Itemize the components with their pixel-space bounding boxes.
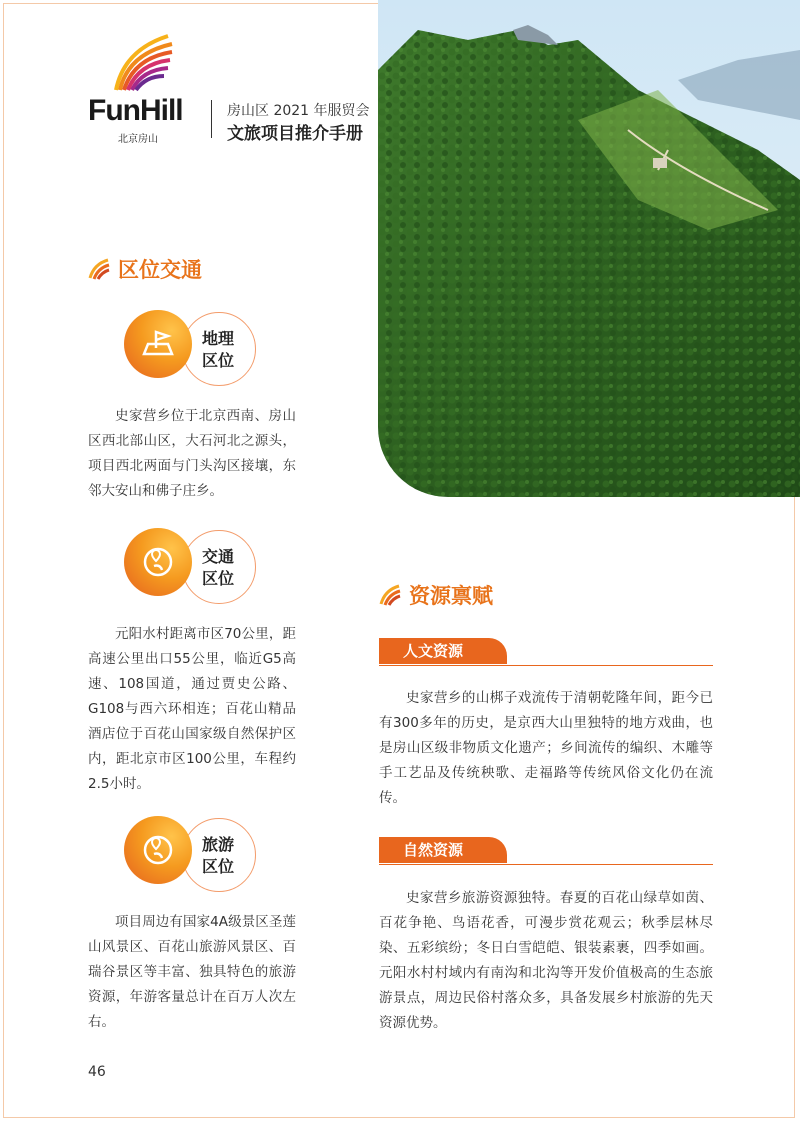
badge-circle: [124, 310, 192, 378]
badge-label: 地理区位: [202, 329, 235, 370]
header-line-1: 房山区 2021 年服贸会: [227, 103, 370, 119]
tourism-paragraph: 项目周边有国家4A级景区圣莲山风景区、百花山旅游风景区、百瑞谷景区等丰富、独具特色的旅游资源，年游客量总计在百万人次左右。: [88, 914, 296, 1030]
section-swirl-icon: [379, 584, 401, 606]
traffic-paragraph: 元阳水村距离市区70公里，距高速公里出口55公里，临近G5高速、108国道，通过贾史公路、G108与西六环相连；百花山精品酒店位于百花山国家级自然保护区内，距北京市区100公里，车程约2.5小时。: [88, 626, 296, 792]
culture-resources-bar: [379, 638, 713, 668]
section-heading-resources: [379, 580, 493, 610]
section-title: 资源禀赋: [409, 584, 493, 608]
nature-resources-bar: [379, 837, 713, 867]
map-flag-icon: [138, 324, 178, 364]
header-divider: [211, 100, 212, 138]
route-pin-icon: [138, 830, 178, 870]
badge-geo: [124, 310, 264, 390]
header-title: 文旅项目推介手册: [227, 124, 363, 144]
nature-paragraph: 史家营乡旅游资源独特。春夏的百花山绿草如茵、百花争艳、鸟语花香，可漫步赏花观云；秋季层林尽染、五彩缤纷；冬日白雪皑皑、银装素裹，四季如画。元阳水村村域内有南沟和北沟等开发价值极高的生态旅游景点，周边民俗村落众多，具备发展乡村旅游的先天资源优势。: [379, 890, 713, 1031]
badge-tourism: [124, 816, 264, 896]
route-pin-icon: [138, 542, 178, 582]
section-heading-location: [88, 254, 202, 284]
geo-paragraph: 史家营乡位于北京西南、房山区西北部山区，大石河北之源头，项目西北两面与门头沟区接壤，东邻大安山和佛子庄乡。: [88, 408, 296, 499]
badge-circle: [124, 816, 192, 884]
brand-subtitle: 北京房山: [118, 134, 158, 145]
logo-swirl-icon: [106, 30, 176, 92]
badge-label: 旅游区位: [202, 835, 235, 876]
mountain-landscape-photo: [378, 0, 800, 497]
badge-traffic: [124, 528, 264, 608]
culture-tab-label: 人文资源: [379, 638, 507, 664]
bar-rule: [379, 864, 713, 865]
nature-tab-label: 自然资源: [379, 837, 507, 863]
badge-label: 交通区位: [202, 547, 235, 588]
section-title: 区位交通: [118, 258, 202, 282]
bar-rule: [379, 665, 713, 666]
badge-circle: [124, 528, 192, 596]
brand-wordmark: FunHill: [88, 94, 183, 127]
funhill-logo: [88, 30, 198, 145]
section-swirl-icon: [88, 258, 110, 280]
culture-paragraph: 史家营乡的山梆子戏流传于清朝乾隆年间，距今已有300多年的历史，是京西大山里独特的地方戏曲，也是房山区级非物质文化遗产；乡间流传的编织、木雕等手工艺品及传统秧歌、走福路等传统风俗文化仍在流传。: [379, 690, 713, 806]
page-number: 46: [88, 1064, 106, 1080]
